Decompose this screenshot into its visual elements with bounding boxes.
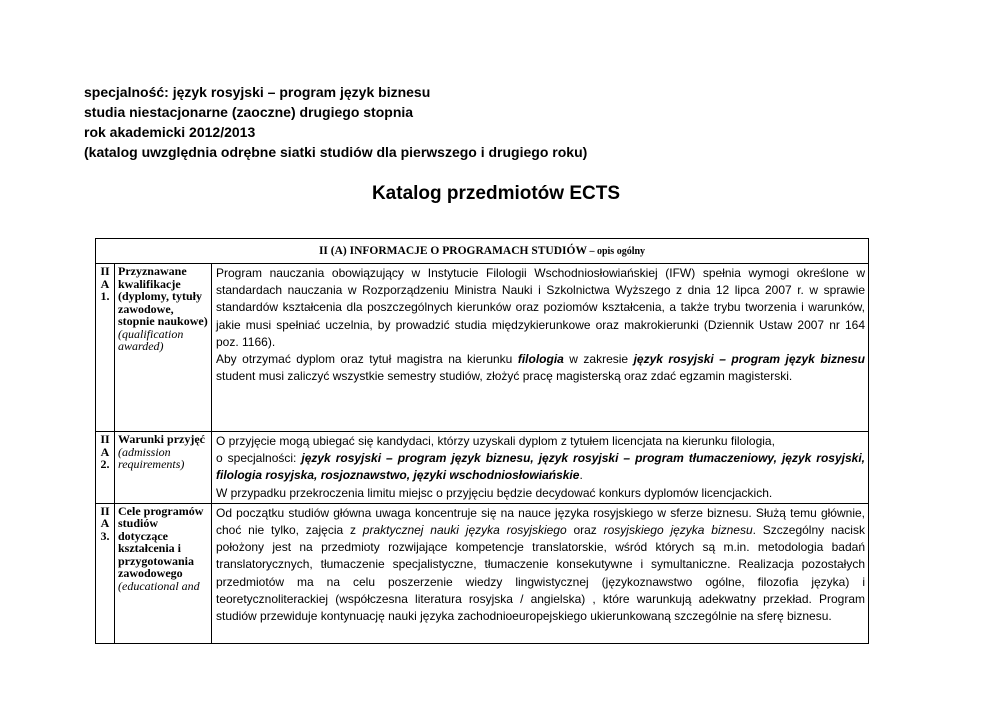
section-label (115, 264, 212, 432)
section-label-text: Cele programów studiów dotyczące kształcenia i przygotowania zawodowego (118, 503, 204, 581)
study-program-table (95, 238, 869, 644)
table-caption-main: II (A) INFORMACJE O PROGRAMACH STUDIÓW (318, 245, 587, 257)
paragraph (216, 351, 865, 385)
document-header (84, 82, 587, 162)
section-number-part: II (100, 264, 110, 278)
text-run: Od początku studiów główna uwaga koncentruje się na nauce języka rosyjskiego w sferze biznesu. Służą temu głównie, choć nie tylko, zajęcia z (216, 505, 865, 538)
text-run: oraz (566, 523, 604, 538)
header-line-specialty: specjalność: język rosyjski – program język biznesu (84, 84, 431, 100)
text-run-emphasis: język rosyjski – program język biznesu, język rosyjski – program tłumaczeniowy, język rosyjski, filologia rosyjska, rosjoznawstwo, języki wschodniosłowiańskie (216, 451, 866, 483)
section-content (212, 503, 869, 643)
section-number (96, 264, 115, 432)
text-run: o specjalności: (216, 451, 302, 466)
section-label-english: (admission requirements) (118, 444, 185, 471)
section-number-part: 1. (100, 289, 110, 303)
section-number-part: A (100, 444, 110, 459)
section-number (96, 432, 115, 504)
page-title: Katalog przedmiotów ECTS (371, 183, 621, 204)
paragraph (216, 505, 865, 625)
text-run: Aby otrzymać dyplom oraz tytuł magistra na kierunku (216, 352, 518, 367)
text-run-emphasis: język rosyjski – program język biznesu (633, 352, 865, 367)
section-label-text: Warunki przyjęć (118, 432, 205, 446)
paragraph: Program nauczania obowiązujący w Instytucie Filologii Wschodniosłowiańskiej (IFW) spełnia wymogi określone w standardach nauczania w Rozporządzeniu Ministra Nauki i Szkolnictwa Wyższego z dnia 12 lipca 2007 r. w sprawie standardów kształcenia dla poszczególnych kierunków oraz poziomów kształcenia, a także trybu tworzenia i warunków, jakie musi spełniać uczelnia, by prowadzić studia międzykierunkowe oraz makrokierunki (Dziennik Ustaw 2007 nr 164 poz. 1166). (216, 266, 865, 349)
section-number-part: A (100, 276, 110, 291)
text-run-italic: praktycznej nauki języka rosyjskiego (362, 523, 567, 538)
table-caption-sub: – opis ogólny (586, 246, 646, 257)
header-line-academic-year: rok akademicki 2012/2013 (84, 124, 256, 140)
text-run: w zakresie (563, 352, 634, 367)
section-number-part: II (100, 503, 110, 518)
section-number (96, 503, 115, 643)
table-row (96, 264, 869, 432)
paragraph: W przypadku przekroczenia limitu miejsc o przyjęciu będzie decydować konkurs dyplomów licencjackich. (216, 485, 773, 500)
header-line-catalog-note: (katalog uwzględnia odrębne siatki studiów dla pierwszego i drugiego roku) (84, 144, 588, 160)
section-content (212, 264, 869, 432)
section-label-english: (educational and (118, 578, 200, 593)
text-run-italic: rosyjskiego języka biznesu (603, 523, 753, 538)
text-run: . (579, 468, 583, 483)
section-number-part: 2. (100, 457, 110, 471)
section-label (115, 432, 212, 504)
section-number-part: 3. (100, 528, 110, 543)
text-run-emphasis: filologia (517, 352, 564, 367)
section-number-part: II (100, 432, 110, 446)
table-row (96, 432, 869, 504)
text-run: student musi zaliczyć wszystkie semestry studiów, złożyć pracę magisterską oraz zdać egzamin magisterski. (216, 369, 793, 384)
table-row (96, 503, 869, 643)
section-content (212, 432, 869, 504)
section-label-text: Przyznawane kwalifikacje (dyplomy, tytuły zawodowe, stopnie naukowe) (118, 264, 208, 328)
paragraph (216, 450, 865, 484)
text-run: . Szczególny nacisk położony jest na przedmioty rozwijające kompetencje translatorskie, wśród których są m.in. metodologia badań translatorycznych, tłumaczenie specjalistyczne, tłumaczenie konsekutywne i symultaniczne. Realizacja pozostałych przedmiotów ma na celu poszerzenie wiedzy lingwistycznej (językoznawstwo ogólne, filozofia języka) i teoretycznoliterackiej (współczesna literatura rosyjska / angielska) , które warunkują adekwatny przekład. Program studiów przewiduje kontynuację nauki języka zachodnioeuropejskiego ukierunkowaną szczególnie na sferę biznesu. (216, 523, 865, 624)
section-label (115, 503, 212, 643)
table-caption (96, 239, 869, 264)
section-label-english: (qualification awarded) (118, 326, 184, 353)
header-line-study-mode: studia niestacjonarne (zaoczne) drugiego stopnia (84, 104, 414, 120)
paragraph: O przyjęcie mogą ubiegać się kandydaci, którzy uzyskali dyplom z tytułem licencjata na kierunku filologia, (216, 434, 775, 448)
section-number-part: A (100, 516, 110, 531)
